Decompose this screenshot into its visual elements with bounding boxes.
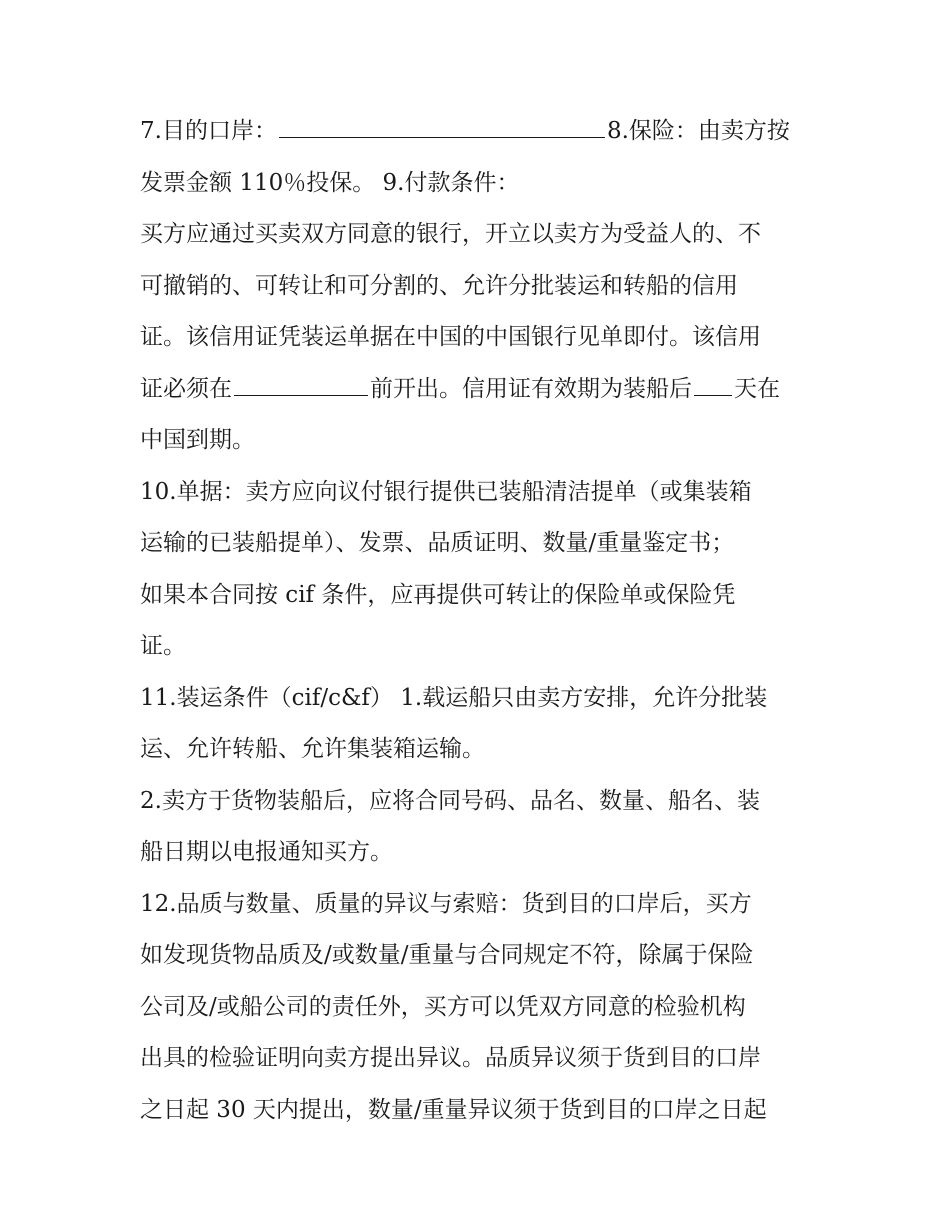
text-line [140,364,820,416]
text-line: 11.装运条件（cif/c&f） 1.载运船只由卖方安排，允许分批装 [140,684,768,711]
text-line: 2.卖方于货物装船后，应将合同号码、品名、数量、船名、装 [140,787,760,814]
text-line: 证。 [140,633,186,659]
lc-deadline-blank [234,375,368,396]
text-line: 出具的检验证明向卖方提出异议。品质异议须于货到目的口岸 [140,1045,761,1071]
lc-expiry-text: 天在 [734,375,780,402]
text-line: 运输的已装船提单）、发票、品质证明、数量/重量鉴定书； [140,530,735,556]
text-line: 运、允许转船、允许集装箱运输。 [140,736,485,762]
text-line: 如发现货物品质及/或数量/重量与合同规定不符，除属于保险 [140,942,754,968]
lc-days-blank [694,375,732,396]
text-line: 如果本合同按 cif 条件，应再提供可转让的保险单或保险凭 [140,581,736,608]
lc-validity-text: 前开出。信用证有效期为装船后 [370,375,692,402]
text-line: 买方应通过买卖双方同意的银行，开立以卖方为受益人的、不 [140,221,761,247]
text-line: 10.单据：卖方应向议付银行提供已装船清洁提单（或集装箱 [140,478,752,505]
text-line: 之日起 30 天内提出，数量/重量异议须于货到目的口岸之日起 [140,1096,767,1123]
text-line: 公司及/或船公司的责任外，买方可以凭双方同意的检验机构 [140,993,746,1020]
text-line: 证。该信用证凭装运单据在中国的中国银行见单即付。该信用 [140,324,761,350]
destination-port-label: 7.目的口岸： [140,118,277,144]
insurance-clause: 8.保险：由卖方按 [606,118,790,144]
contract-body [140,106,820,1136]
text-line: 船日期以电报通知买方。 [140,839,393,865]
text-line: 12.品质与数量、质量的异议与索赔：货到目的口岸后，买方 [140,890,752,917]
destination-port-blank [279,117,605,138]
text-line: 中国到期。 [140,427,255,453]
text-line: 发票金额 110％投保。 9.付款条件： [140,169,520,196]
text-line [140,106,820,158]
lc-deadline-label: 证必须在 [140,375,232,402]
text-line: 可撤销的、可转让和可分割的、允许分批装运和转船的信用 [140,272,738,299]
